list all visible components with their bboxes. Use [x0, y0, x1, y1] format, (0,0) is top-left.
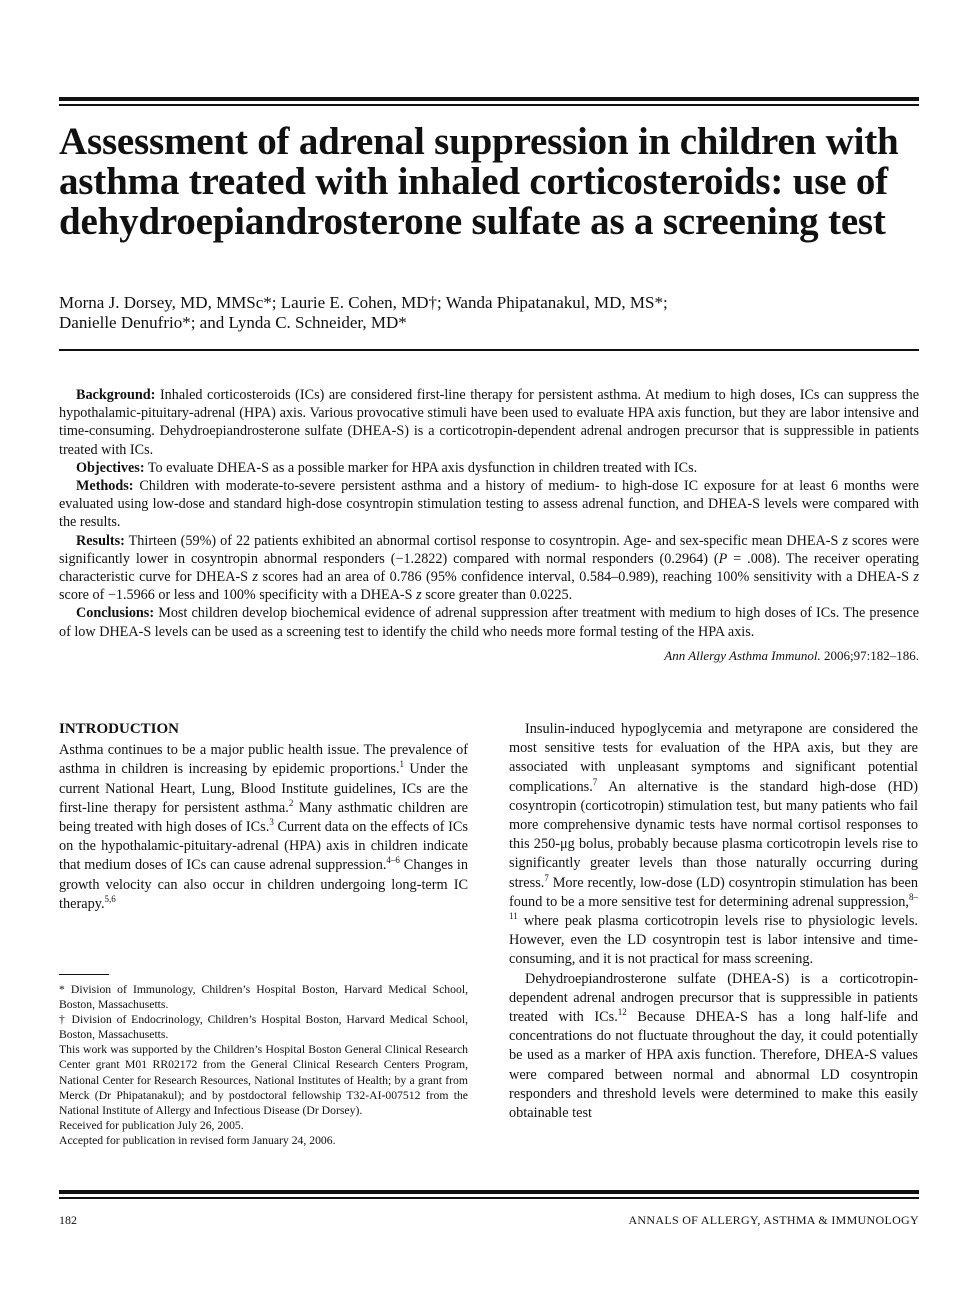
body-paragraph-2: Dehydroepiandrosterone sulfate (DHEA-S) is a corticotropin-dependent adrenal androgen precursor that is suppressible in patients treated with ICs.$^{12}$ Because DHEA-S has a long half-life and concentrations do not fluctuate throughout the day, it could potentially be used as a marker of HPA axis function. Therefore, DHEA-S values were compared between normal and abnormal LD cosyntropin responders and threshold levels were determined to make this easily obtainable test [509, 970, 919, 1122]
methods-label: Methods: [76, 478, 134, 495]
right-column [509, 720, 918, 1123]
footnote-affiliation-1: * Division of Immunology, Children’s Hospital Boston, Harvard Medical School, Boston, Massachusetts. [59, 983, 468, 1012]
abstract-methods: Methods: Children with moderate-to-severe persistent asthma and a history of medium- to high-dose IC exposure for at least 6 months were evaluated using low-dose and standard high-dose cosyntropin stimulation testing to assess adrenal function, and DHEA-S levels were compared with the results. [59, 478, 920, 531]
author-list [59, 293, 919, 333]
header-divider [59, 349, 919, 351]
reference: 1 [399, 759, 405, 770]
top-rule-thick [59, 97, 919, 101]
footnote-affiliation-2: † Division of Endocrinology, Children’s Hospital Boston, Harvard Medical School, Boston, Massachusetts. [59, 1013, 468, 1042]
authors-line-1: Morna J. Dorsey, MD, MMSc*; Laurie E. Cohen, MD†; Wanda Phipatanakul, MD, MS*; [59, 293, 668, 312]
bottom-rule-thin [59, 1197, 919, 1199]
abstract-conclusions: Conclusions: Most children develop biochemical evidence of adrenal suppression after treatment with medium to high doses of ICs. The presence of low DHEA-S levels can be used as a screening test to identify the child who needs more formal testing of the HPA axis. [59, 605, 919, 640]
citation: Ann Allergy Asthma Immunol. 2006;97:182–186. [664, 647, 919, 663]
intro-paragraph: Asthma continues to be a major public health issue. The prevalence of asthma in children is increasing by epidemic proportions.$^1$ Under the current National Heart, Lung, Blood Institute guidelines, ICs are the first-line therapy for persistent asthma.$^2$ Many asthmatic children are being treated with high doses of ICs.$^3$ Current data on the effects of ICs on the hypothalamic-pituitary-adrenal (HPA) axis in children indicate that medium doses of ICs can cause adrenal suppression.$^{4-6}$ Changes in growth velocity can also occur in children undergoing long-term IC therapy.$^{5,6}$ [59, 742, 468, 912]
reference: 12 [617, 1007, 627, 1018]
page-number: 182 [59, 1213, 77, 1227]
top-rule-thin [59, 104, 919, 106]
footnote-received: Received for publication July 26, 2005. [59, 1118, 244, 1132]
introduction-heading: INTRODUCTION [59, 721, 180, 737]
journal-name: ANNALS OF ALLERGY, ASTHMA & IMMUNOLOGY [628, 1213, 919, 1227]
authors-line-2: Danielle Denufrio*; and Lynda C. Schneider, MD* [59, 313, 407, 332]
left-column [59, 720, 468, 914]
objectives-label: Objectives: [76, 459, 145, 476]
bottom-rule-thick [59, 1190, 919, 1194]
footnote-funding: This work was supported by the Children’s Hospital Boston General Clinical Research Center grant M01 RR02172 from the General Clinical Research Centers Program, National Center for Research Resources, National Institutes of Health; by a grant from Merck (Dr Phipatanakul); and by postdoctoral fellowship T32-AI-007512 from the National Institute of Allergy and Infectious Disease (Dr Dorsey). [59, 1043, 468, 1117]
footnote-accepted: Accepted for publication in revised form January 24, 2006. [59, 1133, 336, 1147]
reference: 3 [269, 817, 274, 828]
abstract-objectives: Objectives: To evaluate DHEA-S as a possible marker for HPA axis dysfunction in children treated with ICs. [76, 459, 698, 476]
results-label: Results: [76, 532, 125, 549]
conclusions-label: Conclusions: [76, 605, 155, 622]
body-paragraph-1: Insulin-induced hypoglycemia and metyrapone are considered the most sensitive tests for evaluation of the HPA axis, but they are associated with unpleasant symptoms and significant potential complications.$^7$ An alternative is the standard high-dose (HD) cosyntropin (corticotropin) stimulation test, but many patients who fail more comprehensive dynamic tests have normal cortisol responses to this 250-μg bolus, probably because plasma corticotropin levels rise to significantly greater levels than those naturally occurring during stress.$^7$ More recently, low-dose (LD) cosyntropin stimulation has been found to be a more sensitive test for determining adrenal suppression,$^{8-11}$ where peak plasma corticotropin levels rise to physiologic levels. However, even the LD cosyntropin test is labor intensive and time-consuming, and it is not practical for mass screening. [509, 721, 918, 968]
reference: 5,6 [104, 894, 116, 905]
reference: 7 [544, 872, 549, 883]
reference: 4–6 [386, 855, 400, 866]
reference: 8–11 [509, 892, 918, 922]
background-label: Background: [76, 387, 156, 403]
article-title: Assessment of adrenal suppression in children with asthma treated with inhaled corticosteroids: use of dehydroepiandrosterone sulfate as a screening test [59, 120, 899, 243]
abstract-background: Background: Inhaled corticosteroids (ICs) are considered first-line therapy for persistent asthma. At medium to high doses, ICs can suppress the hypothalamic-pituitary-adrenal (HPA) axis. Various provocative stimuli have been used to evaluate HPA axis function, but they are labor intensive and time-consuming. Dehydroepiandrosterone sulfate (DHEA-S) is a corticotropin-dependent adrenal androgen precursor that is suppressible in patients treated with ICs. [59, 387, 920, 458]
article-page [59, 0, 919, 1305]
footnote-rule [59, 974, 109, 975]
footnotes [59, 982, 468, 1148]
reference: 2 [288, 798, 294, 809]
abstract-results: Results: Thirteen (59%) of 22 patients exhibited an abnormal cortisol response to cosyntropin. Age- and sex-specific mean DHEA-S z scores were significantly lower in cosyntropin abnormal responders (−1.2822) compared with normal responders (0.2964) (P = .008). The receiver operating characteristic curve for DHEA-S z scores had an area of 0.786 (95% confidence interval, 0.584–0.989), reaching 100% sensitivity with a DHEA-S z score of −1.5966 or less and 100% specificity with a DHEA-S z score greater than 0.0225. [59, 532, 920, 604]
reference: 7 [592, 776, 598, 787]
abstract [59, 386, 919, 665]
